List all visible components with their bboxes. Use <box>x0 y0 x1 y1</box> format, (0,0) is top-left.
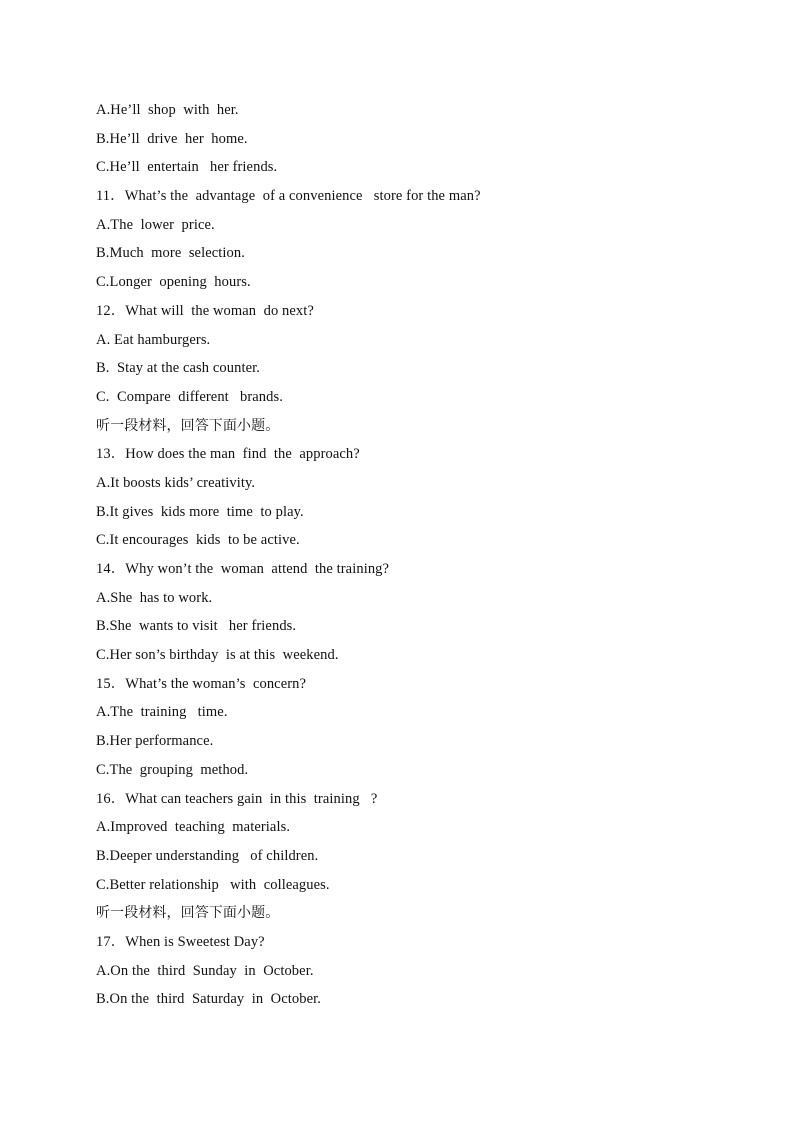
option-line: A.Improved teaching materials. <box>96 819 291 836</box>
option-line: B.Deeper understanding of children. <box>96 847 319 864</box>
option-line: C.It encourages kids to be active. <box>96 532 300 549</box>
option-line: A.The training time. <box>96 704 228 721</box>
instruction-line: 听一段材料，回答下面小题。 <box>96 417 280 434</box>
option-line: A.The lower price. <box>96 216 215 233</box>
question-line: 15．What’s the woman’s concern? <box>96 675 307 692</box>
question-line: 16．What can teachers gain in this training ? <box>96 790 378 807</box>
question-line: 11．What’s the advantage of a convenience store for the man? <box>96 188 481 205</box>
option-line: A.He’ll shop with her. <box>96 102 239 118</box>
option-line: A.It boosts kids’ creativity. <box>96 474 256 491</box>
option-line: B.He’ll drive her home. <box>96 130 248 147</box>
option-line: A.She has to work. <box>96 589 213 606</box>
question-line: 13．How does the man find the approach? <box>96 446 360 463</box>
option-line: B.Her performance. <box>96 733 214 750</box>
option-line: B.On the third Saturday in October. <box>96 991 321 1008</box>
option-line: A.On the third Sunday in October. <box>96 962 314 979</box>
option-line: C.Longer opening hours. <box>96 274 251 291</box>
question-line: 12．What will the woman do next? <box>96 302 314 319</box>
option-line: B.It gives kids more time to play. <box>96 503 304 520</box>
option-line: C.Her son’s birthday is at this weekend. <box>96 647 339 664</box>
question-line: 17．When is Sweetest Day? <box>96 933 265 950</box>
option-line: C.The grouping method. <box>96 761 249 778</box>
document-body <box>96 96 716 1014</box>
option-line: B. Stay at the cash counter. <box>96 360 260 377</box>
option-line: C.Better relationship with colleagues. <box>96 876 330 893</box>
option-line: C.He’ll entertain her friends. <box>96 159 278 176</box>
option-line: C. Compare different brands. <box>96 388 283 405</box>
option-line: B.Much more selection. <box>96 245 245 262</box>
option-line: B.She wants to visit her friends. <box>96 618 297 635</box>
option-line: A. Eat hamburgers. <box>96 331 211 348</box>
instruction-line: 听一段材料，回答下面小题。 <box>96 905 280 922</box>
question-line: 14．Why won’t the woman attend the training? <box>96 561 390 577</box>
